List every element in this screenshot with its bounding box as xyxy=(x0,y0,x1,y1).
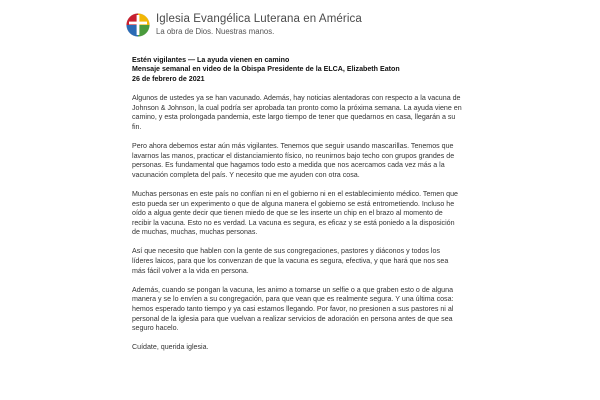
paragraph: Así que necesito que hablen con la gente de sus congregaciones, pastores y diáconos y todos los líderes laicos, para que los convenzan de que la vacuna es segura, efectiva, y que hará que nos sea más fácil volver a la vida en persona. xyxy=(132,247,449,275)
elca-cross-logo-icon xyxy=(126,13,150,37)
org-tagline: La obra de Dios. Nuestras manos. xyxy=(156,27,275,37)
title-block xyxy=(132,56,462,84)
paragraph: Pero ahora debemos estar aún más vigilantes. Tenemos que seguir usando mascarillas. Tenemos que lavarnos las manos, practicar el distanciamiento físico, no reunirnos bajo techo con grupos grandes de personas. Es fundamental que hagamos todo esto a medida que nos acercamos cada vez más a la vacunación completa del país. Y necesito que me ayuden con otra cosa. xyxy=(132,142,455,179)
letter-body xyxy=(132,56,462,353)
subheadline: Mensaje semanal en video de la Obispa Presidente de la ELCA, Elizabeth Eaton xyxy=(132,65,400,74)
letterhead xyxy=(126,10,362,40)
org-text xyxy=(156,14,362,36)
headline: Estén vigilantes — La ayuda vienen en camino xyxy=(132,56,290,64)
paragraph: Además, cuando se pongan la vacuna, les animo a tomarse un selfie o a que graben esto o de alguna manera y se lo envíen a su congregación, para que vean que es realmente segura. Y una última cosa: hemos esperado tanto tiempo y ya casi estamos llegando. Por favor, no presionen a sus pastores ni al personal de la iglesia para que vuelvan a realizar servicios de adoración en persona antes de que sea seguro hacelo. xyxy=(132,285,454,333)
date: 26 de febrero de 2021 xyxy=(132,74,205,83)
paragraph: Algunos de ustedes ya se han vacunado. Además, hay noticias alentadoras con respecto a la vacuna de Johnson & Johnson, la cual podría ser aprobada tan pronto como la próxima semana. La ayuda viene en camino, y esta prolongada pandemia, este largo tiempo de tener que quedarnos en casa, llegarán a su fin. xyxy=(132,94,462,131)
org-name: Iglesia Evangélica Luterana en América xyxy=(156,12,362,25)
closing-line: Cuídate, querida iglesia. xyxy=(132,343,209,352)
paragraph: Muchas personas en este país no confían ni en el gobierno ni en el establecimiento médico. Temen que esto pueda ser un experimento o que de alguna manera el gobierno se está entrometiendo. Incluso he oído a algua gente decir que tienen miedo de que se les inserte un chip en el brazo al momento de recibir la vacuna. Esto no es verdad. La vacuna es segura, es eficaz y se está poniedo a la disposición de muchas, muchas, muchas personas. xyxy=(132,189,458,237)
